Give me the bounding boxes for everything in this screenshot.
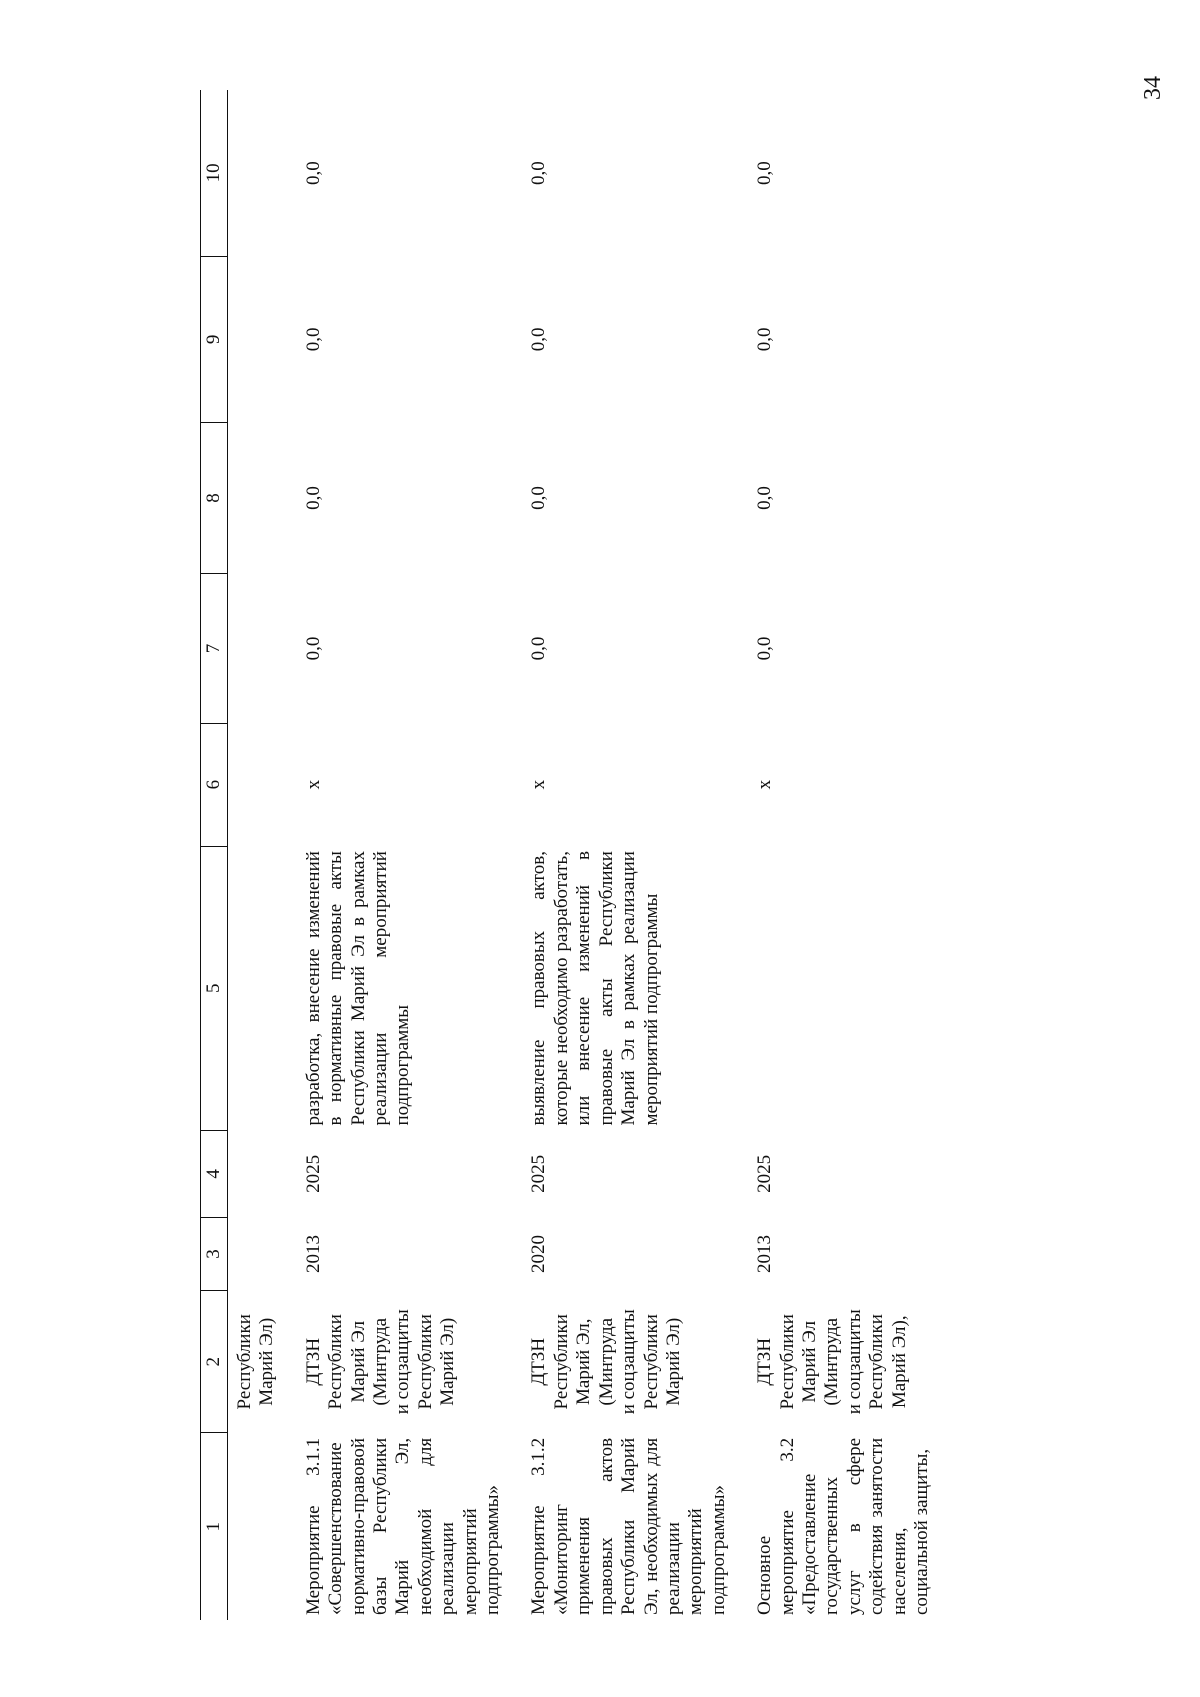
column-header-8: 8 (201, 422, 228, 573)
cell-measure-name (228, 1433, 297, 1620)
cell-col-7: 0,0 (754, 636, 776, 661)
cell-col-10: 0,0 (302, 161, 324, 185)
column-header-3: 3 (201, 1217, 228, 1290)
cell-col-6 (228, 723, 297, 846)
cell-expected-result: разработка, внесение изменений в нормативные правовые акты Республики Марий Эл в рамках реализации мероприятий подпрограммы (302, 851, 414, 1126)
column-header-2: 2 (201, 1291, 228, 1433)
cell-measure-name: Основное мероприятие 3.2 «Предоставление государственных услуг в сфере содействия занятости населения, социальной защиты, (754, 1437, 932, 1615)
cell-end-year: 2025 (302, 1154, 324, 1193)
document-table-container (200, 90, 995, 1620)
cell-start-year: 2013 (754, 1234, 776, 1273)
cell-col-8: 0,0 (302, 486, 324, 510)
table-row (297, 90, 523, 1620)
cell-start-year: 2020 (528, 1234, 550, 1273)
cell-col-10 (228, 90, 297, 256)
cell-col-7: 0,0 (528, 636, 550, 661)
column-header-4: 4 (201, 1130, 228, 1217)
cell-end-year: 2025 (528, 1154, 550, 1193)
cell-executor: ДТЗН Республики Марий Эл, (Минтруда и соцзащиты Республики Марий Эл) (528, 1309, 684, 1415)
column-header-7: 7 (201, 574, 228, 724)
cell-col-7 (228, 574, 297, 724)
column-header-6: 6 (201, 723, 228, 846)
cell-executor: ДТЗН Республики Марий Эл (Минтруда и соцзащиты Республики Марий Эл), (754, 1309, 910, 1415)
cell-executor: ДТЗН Республики Марий Эл (Минтруда и соцзащиты Республики Марий Эл) (302, 1309, 459, 1415)
cell-col-7: 0,0 (302, 636, 324, 661)
cell-measure-name: Мероприятие 3.1.2 «Мониторинг применения правовых актов Республики Марий Эл, необходимых для реализации мероприятий подпрограммы» (528, 1437, 729, 1615)
cell-col-10: 0,0 (528, 161, 550, 185)
column-header-5: 5 (201, 846, 228, 1130)
cell-col-9: 0,0 (302, 327, 324, 352)
table-header-row (201, 90, 228, 1620)
cell-col-8: 0,0 (754, 486, 776, 510)
cell-executor: Республики Марий Эл) (234, 1314, 278, 1410)
cell-measure-name: Мероприятие 3.1.1 «Совершенствование нормативно-правовой базы Республики Марий Эл, необходимой для реализации мероприятий подпрограммы» (302, 1437, 504, 1615)
column-header-10: 10 (201, 90, 228, 256)
table-row (748, 90, 951, 1620)
program-measures-table (200, 90, 951, 1620)
table-row (522, 90, 748, 1620)
cell-end-year (228, 1130, 297, 1217)
cell-expected-result (228, 846, 297, 1130)
column-header-1: 1 (201, 1433, 228, 1620)
cell-col-6: х (302, 779, 324, 790)
cell-col-9: 0,0 (528, 327, 550, 352)
cell-expected-result (748, 846, 951, 1130)
cell-col-8: 0,0 (528, 486, 550, 510)
cell-expected-result: выявление правовых актов, которые необходимо разработать, или внесение изменений в правовые акты Республики Марий Эл в рамках реализации мероприятий подпрограммы (528, 851, 662, 1126)
cell-start-year: 2013 (302, 1234, 324, 1273)
cell-col-6: х (528, 779, 550, 790)
cell-start-year (228, 1217, 297, 1290)
column-header-9: 9 (201, 256, 228, 422)
cell-col-6: х (754, 779, 776, 790)
cell-end-year: 2025 (754, 1154, 776, 1193)
table-row (228, 90, 297, 1620)
cell-col-10: 0,0 (754, 161, 776, 185)
page-number: 34 (1140, 76, 1166, 100)
cell-col-9 (228, 256, 297, 422)
cell-col-8 (228, 422, 297, 573)
cell-col-9: 0,0 (754, 327, 776, 352)
